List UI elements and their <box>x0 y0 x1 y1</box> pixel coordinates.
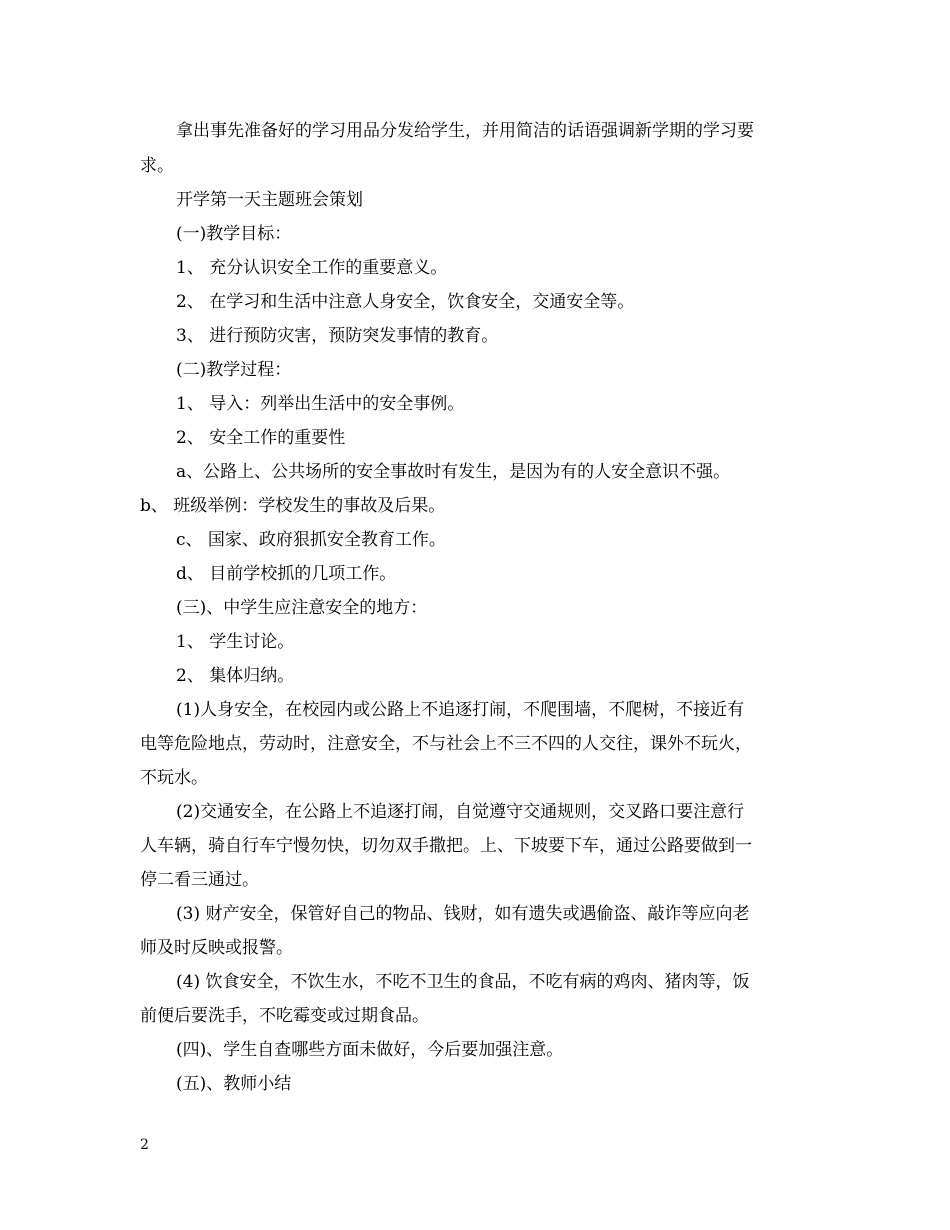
text-line: (三)、中学生应注意安全的地方： <box>176 598 428 618</box>
text-line: d、 目前学校抓的几项工作。 <box>176 564 397 584</box>
text-line: 师及时反映或报警。 <box>140 938 293 958</box>
text-line: 1、 充分认识安全工作的重要意义。 <box>176 258 448 278</box>
page-number: 2 <box>140 1137 149 1153</box>
text-line: 1、 学生讨论。 <box>176 632 295 652</box>
text-line: (1)人身安全，在校园内或公路上不追逐打闹，不爬围墙，不爬树，不接近有 <box>176 700 745 720</box>
text-line: 人车辆，骑自行车宁慢勿快，切勿双手撒把。上、下坡要下车，通过公路要做到一 <box>140 836 752 856</box>
text-line: (四)、学生自查哪些方面未做好，今后要加强注意。 <box>176 1040 564 1060</box>
text-line: (五)、教师小结 <box>176 1074 292 1094</box>
text-line: 求。 <box>140 156 174 176</box>
text-line: c、 国家、政府狠抓安全教育工作。 <box>176 530 446 550</box>
text-line: (3) 财产安全，保管好自己的物品、钱财，如有遗失或遇偷盗、敲诈等应向老 <box>176 904 750 924</box>
text-line: (4) 饮食安全，不饮生水，不吃不卫生的食品，不吃有病的鸡肉、猪肉等，饭 <box>176 972 750 992</box>
text-line: 1、 导入：列举出生活中的安全事例。 <box>176 394 465 414</box>
text-line: (2)交通安全，在公路上不追逐打闹，自觉遵守交通规则，交叉路口要注意行 <box>176 802 745 822</box>
text-line: 2、 安全工作的重要性 <box>176 428 346 448</box>
text-line: 拿出事先准备好的学习用品分发给学生，并用简洁的话语强调新学期的学习要 <box>176 121 754 141</box>
text-line: (一)教学目标： <box>176 224 292 244</box>
text-line: b、 班级举例：学校发生的事故及后果。 <box>140 496 446 516</box>
text-line: 电等危险地点，劳动时，注意安全，不与社会上不三不四的人交往，课外不玩火， <box>140 734 752 754</box>
text-line: 停二看三通过。 <box>140 870 259 890</box>
text-line: a、公路上、公共场所的安全事故时有发生，是因为有的人安全意识不强。 <box>176 462 731 482</box>
text-line: 2、 集体归纳。 <box>176 666 295 686</box>
text-line: 3、 进行预防灾害，预防突发事情的教育。 <box>176 326 499 346</box>
section-title: 开学第一天主题班会策划 <box>176 190 363 210</box>
text-line: 不玩水。 <box>140 768 208 788</box>
text-line: 前便后要洗手，不吃霉变或过期食品。 <box>140 1006 429 1026</box>
text-line: 2、 在学习和生活中注意人身安全，饮食安全，交通安全等。 <box>176 292 635 312</box>
text-line: (二)教学过程： <box>176 360 292 380</box>
